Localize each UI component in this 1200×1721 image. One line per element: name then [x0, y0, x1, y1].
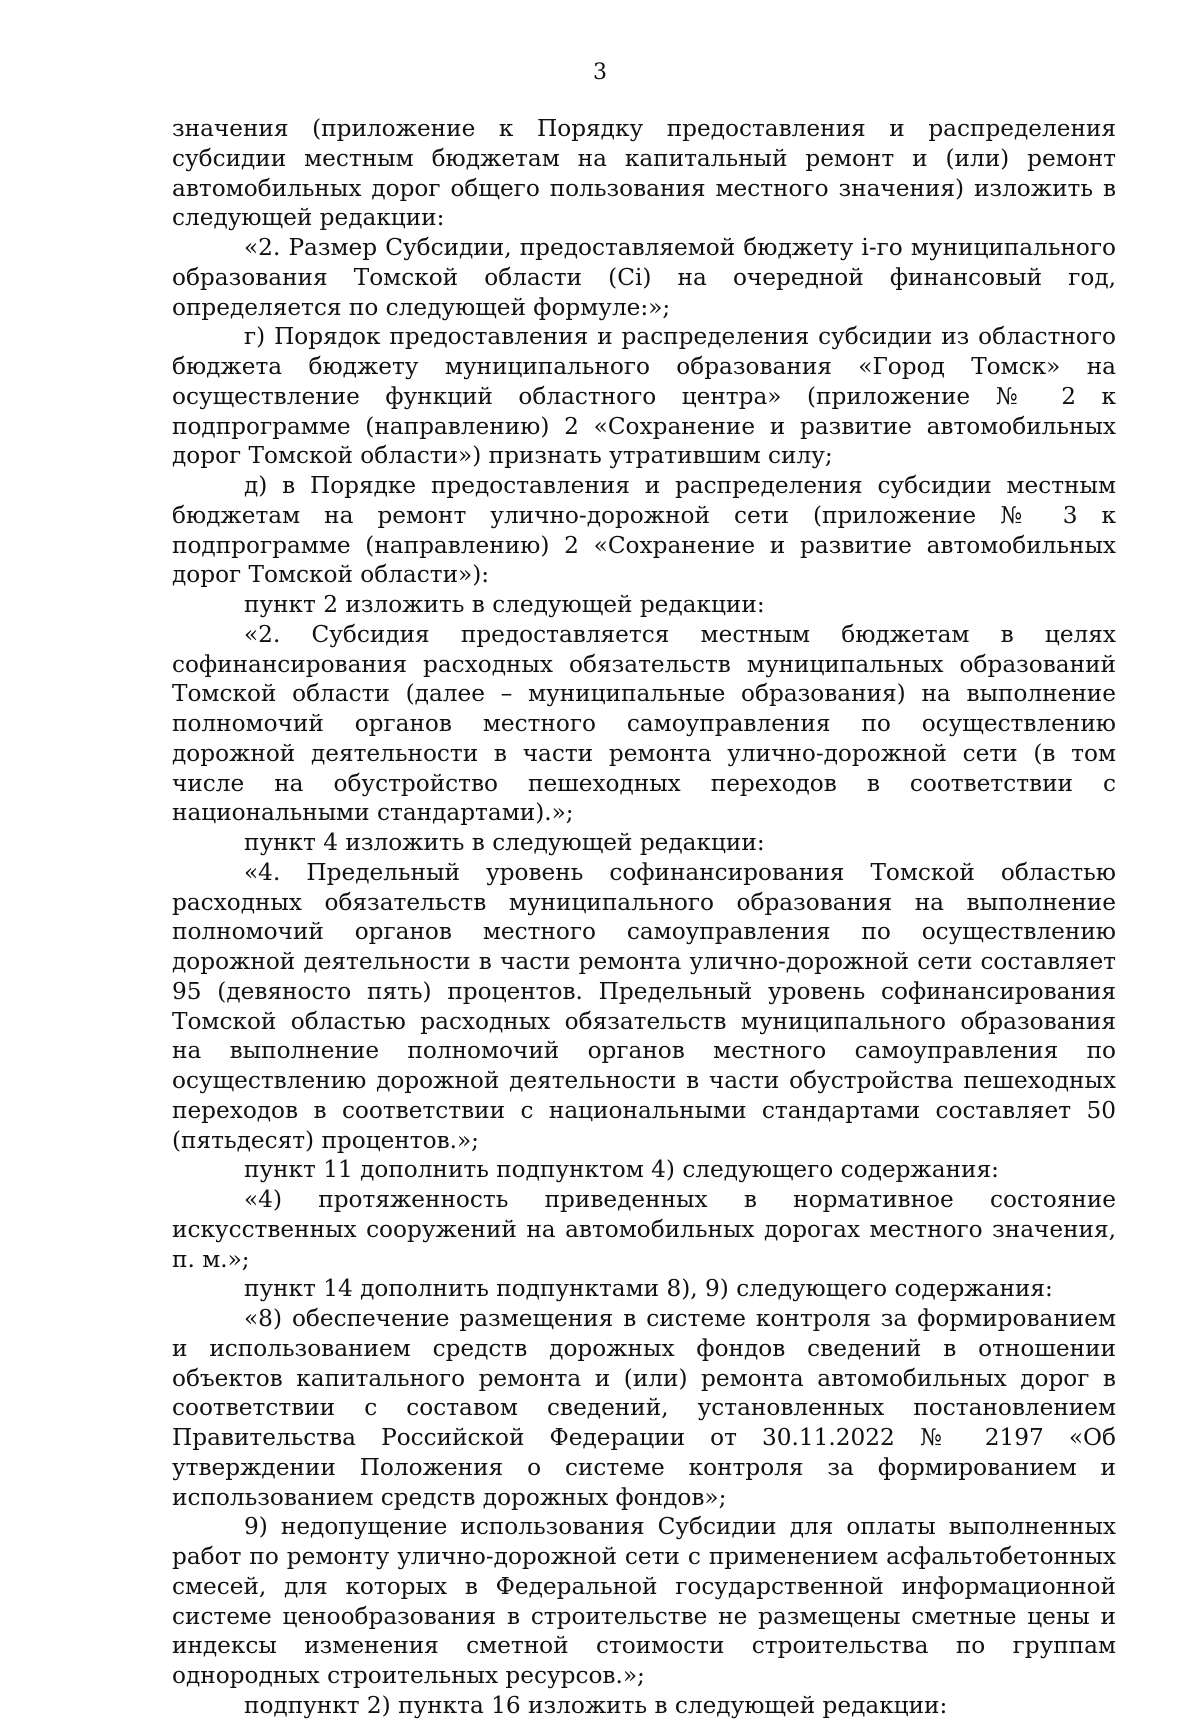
paragraph: пункт 2 изложить в следующей редакции: [244, 591, 765, 618]
paragraph: пункт 14 дополнить подпунктами 8), 9) следующего содержания: [244, 1275, 1053, 1303]
paragraph: «2. Размер Субсидии, предоставляемой бюджету i-го муниципального образования Томской области (Ci) на очередной финансовый год, определяется по следующей формуле:»; [172, 234, 1116, 321]
paragraph: значения (приложение к Порядку предоставления и распределения субсидии местным бюджетам на капитальный ремонт и (или) ремонт автомобильных дорог общего пользования местного значения) изложить в следующей редакции: [172, 115, 1116, 232]
paragraph: подпункт 2) пункта 16 изложить в следующей редакции: [244, 1691, 948, 1719]
paragraph: «2. Субсидия предоставляется местным бюджетам в целях софинансирования расходных обязательств муниципальных образований Томской области (далее – муниципальные образования) на выполнение полномочий органов местного самоуправления по осуществлению дорожной деятельности в части ремонта улично-дорожной сети (в том числе на обустройство пешеходных переходов в соответствии с национальными стандартами).»; [172, 620, 1116, 827]
paragraph: д) в Порядке предоставления и распределения субсидии местным бюджетам на ремонт улично-дорожной сети (приложение № 3 к подпрограмме (направлению) 2 «Сохранение и развитие автомобильных дорог Томской области»): [172, 472, 1116, 589]
paragraph: 9) недопущение использования Субсидии для оплаты выполненных работ по ремонту улично-дорожной сети с применением асфальтобетонных смесей, для которых в Федеральной государственной информационной системе ценообразования в строительстве не размещены сметные цены и индексы изменения сметной стоимости строительства по группам однородных строительных ресурсов.»; [172, 1513, 1116, 1689]
paragraph: «8) обеспечение размещения в системе контроля за формированием и использованием средств дорожных фондов сведений в отношении объектов капитального ремонта и (или) ремонта автомобильных дорог в соответствии с составом сведений, установленных постановлением Правительства Российской Федерации от 30.11.2022 № 2197 «Об утверждении Положения о системе контроля за формированием и использованием средств дорожных фондов»; [172, 1305, 1116, 1511]
paragraph: «4) протяженность приведенных в нормативное состояние искусственных сооружений на автомобильных дорогах местного значения, п. м.»; [172, 1186, 1116, 1273]
paragraph: пункт 11 дополнить подпунктом 4) следующего содержания: [244, 1156, 999, 1184]
paragraph: «4. Предельный уровень софинансирования Томской областью расходных обязательств муниципального образования на выполнение полномочий органов местного самоуправления по осуществлению дорожной деятельности в части ремонта улично-дорожной сети составляет 95 (девяносто пять) процентов. Предельный уровень софинансирования Томской областью расходных обязательств муниципального образования на выполнение полномочий органов местного самоуправления по осуществлению дорожной деятельности в части обустройства пешеходных переходов в соответствии с национальными стандартами составляет 50 (пятьдесят) процентов.»; [172, 858, 1116, 1154]
page-number: 3 [593, 60, 607, 85]
paragraph: пункт 4 изложить в следующей редакции: [244, 829, 765, 856]
paragraph: г) Порядок предоставления и распределения субсидии из областного бюджета бюджету муниципального образования «Город Томск» на осуществление функций областного центра» (приложение № 2 к подпрограмме (направлению) 2 «Сохранение и развитие автомобильных дорог Томской области») признать утратившим силу; [172, 323, 1116, 470]
document-body [172, 114, 1116, 1721]
